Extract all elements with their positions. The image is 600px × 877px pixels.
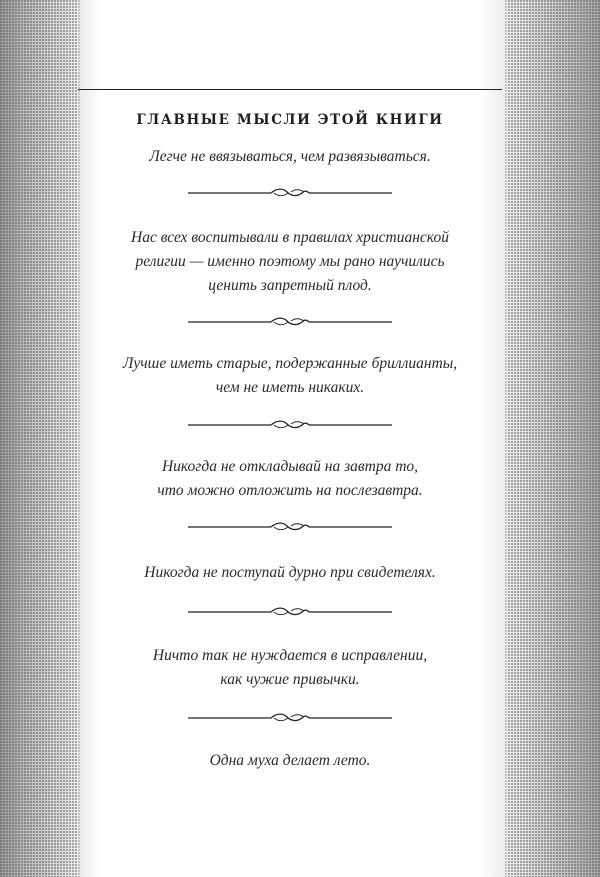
page-shadow-right: [481, 0, 507, 877]
quote-line: Одна муха делает лето.: [209, 752, 371, 769]
page-shadow-left: [78, 0, 102, 877]
flourish-divider-icon: [188, 315, 392, 329]
quote-6: [80, 644, 500, 692]
quote-line: религии — именно поэтому мы рано научились: [135, 253, 445, 270]
quote-line: как чужие привычки.: [220, 671, 360, 688]
quote-line: ценить запретный плод.: [208, 277, 372, 294]
quote-line: Никогда не поступай дурно при свидетелях.: [144, 564, 436, 581]
quote-line: чем не иметь никаких.: [215, 379, 365, 396]
quote-line: Легче не ввязываться, чем развязываться.: [149, 148, 431, 165]
flourish-divider-icon: [188, 186, 392, 200]
quote-1: [80, 145, 500, 169]
page-edge-left: [0, 0, 80, 877]
quote-4: [80, 455, 500, 503]
quote-7: [80, 749, 500, 773]
flourish-divider-icon: [188, 605, 392, 619]
flourish-divider-icon: [188, 711, 392, 725]
quote-line: что можно отложить на послезавтра.: [157, 482, 423, 499]
page-edge-right: [505, 0, 600, 877]
flourish-divider-icon: [188, 520, 392, 534]
quote-5: [80, 561, 500, 585]
header-rule: [78, 89, 502, 90]
quote-line: Лучше иметь старые, подержанные бриллианты,: [122, 355, 458, 372]
flourish-divider-icon: [188, 418, 392, 432]
quote-2: [80, 226, 500, 298]
quote-line: Нас всех воспитывали в правилах христианской: [131, 229, 449, 246]
quote-3: [80, 352, 500, 400]
page-title: ГЛАВНЫЕ МЫСЛИ ЭТОЙ КНИГИ: [136, 112, 444, 128]
quote-line: Никогда не откладывай на завтра то,: [161, 458, 419, 475]
quote-line: Ничто так не нуждается в исправлении,: [152, 647, 428, 664]
